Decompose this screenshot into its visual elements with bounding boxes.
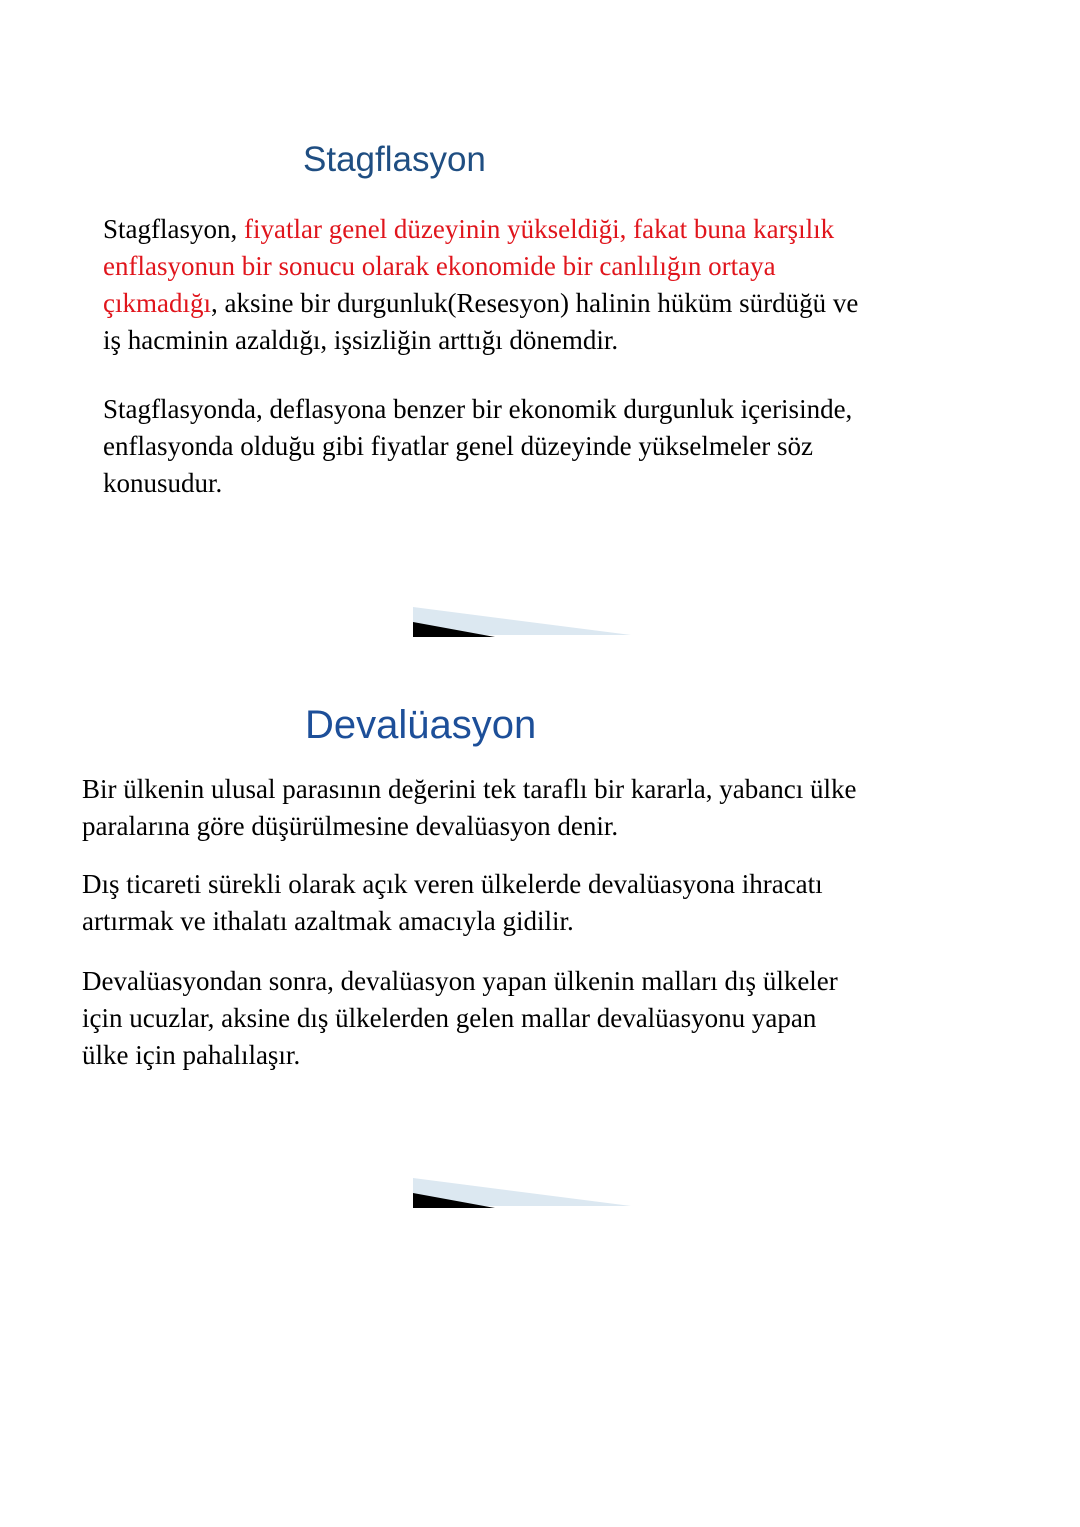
text-line <box>103 211 858 248</box>
text-line <box>103 322 858 359</box>
text-segment: Stagflasyon, <box>103 214 244 244</box>
text-line <box>103 465 852 502</box>
text-segment: iş hacminin azaldığı, işsizliğin arttığı dönemdir. <box>103 325 619 355</box>
text-segment-highlighted: çıkmadığı <box>103 288 211 318</box>
text-line <box>82 866 823 903</box>
text-segment: ülke için pahalılaşır. <box>82 1040 301 1070</box>
text-segment: Stagflasyonda, deflasyona benzer bir ekonomik durgunluk içerisinde, <box>103 394 853 424</box>
text-segment: artırmak ve ithalatı azaltmak amacıyla gidilir. <box>82 906 574 936</box>
text-segment-highlighted: enflasyonun bir sonucu olarak ekonomide bir canlılığın ortaya <box>103 251 776 281</box>
paragraph-devaluasyon-purpose <box>82 866 823 940</box>
text-segment: Bir ülkenin ulusal parasının değerini tek taraflı bir kararla, yabancı ülke <box>82 774 857 804</box>
text-segment: Devalüasyondan sonra, devalüasyon yapan ülkenin malları dış ülkeler <box>82 966 838 996</box>
arrow-pennant-icon <box>413 606 633 638</box>
paragraph-stagflasyon-definition <box>103 211 858 359</box>
text-line <box>103 285 858 322</box>
text-segment: konusudur. <box>103 468 223 498</box>
text-segment: paralarına göre düşürülmesine devalüasyon denir. <box>82 811 619 841</box>
text-line <box>82 1000 838 1037</box>
text-segment-highlighted: fiyatlar genel düzeyinin yükseldiği, fakat buna karşılık <box>244 214 835 244</box>
text-segment: için ucuzlar, aksine dış ülkelerden gelen mallar devalüasyonu yapan <box>82 1003 817 1033</box>
text-line <box>103 428 852 465</box>
text-line <box>82 808 856 845</box>
text-line <box>82 1037 838 1074</box>
section-title-stagflasyon: Stagflasyon <box>303 140 486 179</box>
text-line <box>82 903 823 940</box>
section-title-devaluasyon: Devalüasyon <box>305 703 537 747</box>
text-line <box>82 963 838 1000</box>
text-line <box>103 248 858 285</box>
paragraph-devaluasyon-definition <box>82 771 856 845</box>
paragraph-stagflasyon-comparison <box>103 391 852 502</box>
paragraph-devaluasyon-effects <box>82 963 838 1074</box>
text-segment: , aksine bir durgunluk(Resesyon) halinin hüküm sürdüğü ve <box>210 288 859 318</box>
text-line <box>82 771 856 808</box>
arrow-pennant-icon <box>413 1177 633 1209</box>
text-line <box>103 391 852 428</box>
text-segment: enflasyonda olduğu gibi fiyatlar genel düzeyinde yükselmeler söz <box>103 431 814 461</box>
text-segment: Dış ticareti sürekli olarak açık veren ülkelerde devalüasyona ihracatı <box>82 869 823 899</box>
